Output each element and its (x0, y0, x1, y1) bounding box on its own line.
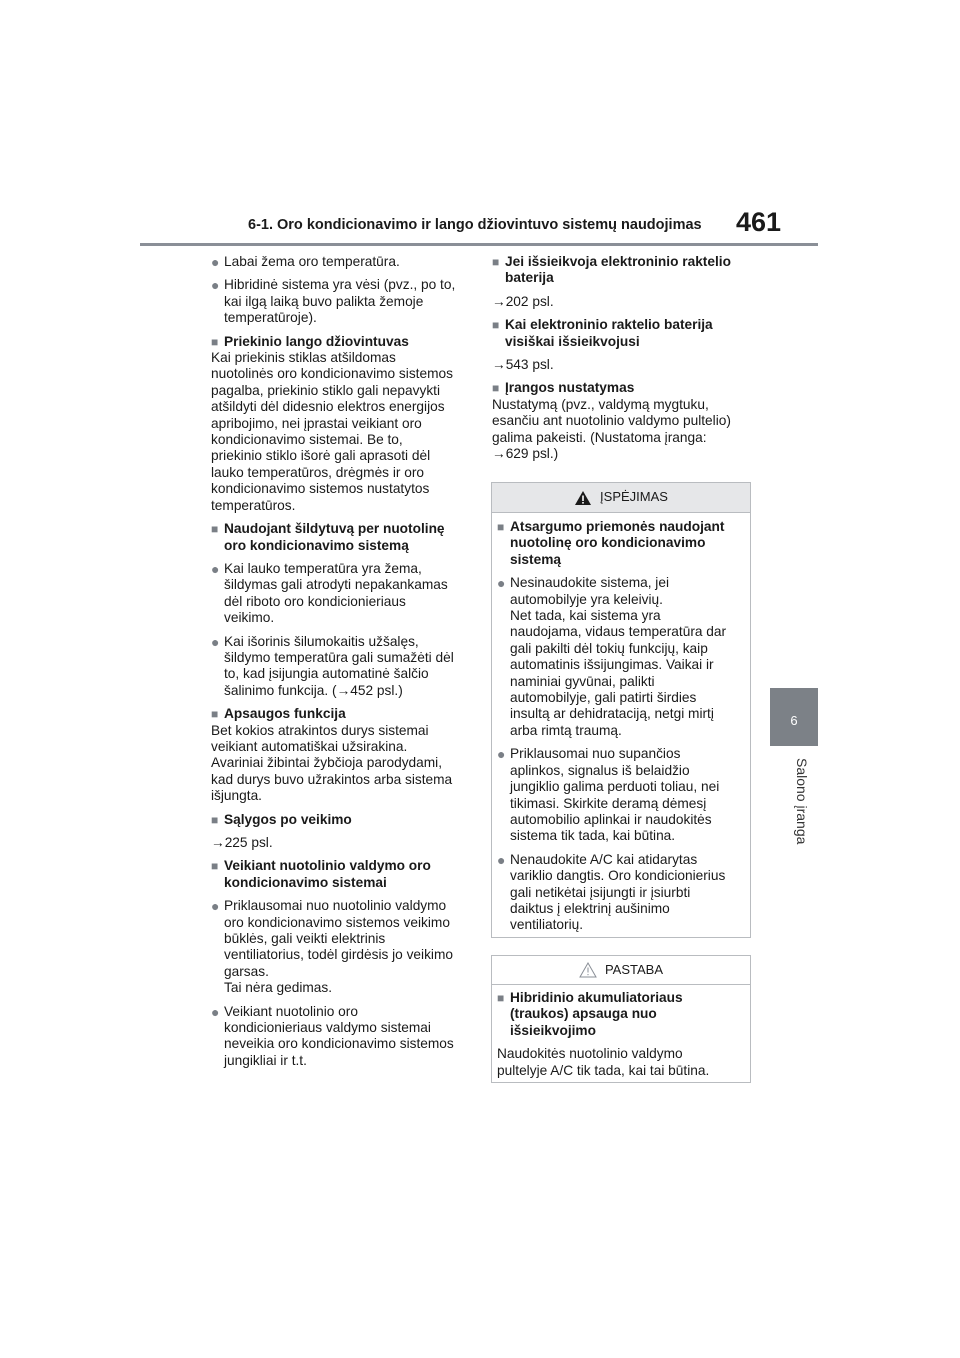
warning-title: ĮSPĖJIMAS (600, 489, 668, 505)
bullet-icon: ● (497, 851, 506, 868)
bullet-icon: ● (211, 898, 220, 915)
heading-text: Hibridinio akumuliatoriaus (traukos) apsauga nuo išsieikvojimo (510, 990, 683, 1038)
list-item (211, 561, 469, 627)
list-item (497, 746, 746, 844)
notice-triangle-icon (579, 962, 597, 978)
bullet-text: Nesinaudokite sistema, jei automobilyje yra keleivių. Net tada, kai sistema yra naudojama, vidaus temperatūra dar gali pakilti dėl tokių funkcijų, kaip automatinis išsijungimas. Vaikai ir naminiai gyvūnai, palikti automobilyje, gali patirti širdies insultą ar dehidrataciją, netgi mirtį arba rimtą traumą. (510, 575, 727, 738)
bullet-text: Priklausomai nuo supančios aplinkos, signalus iš belaidžio jungiklio galima perduoti toliau, nei tikimasi. Skirkite deramą dėmesį automobilio aplinkai ir naudokitės sistema tik tada, kai būtina. (510, 746, 720, 844)
section-heading (211, 334, 469, 350)
list-item (497, 852, 746, 934)
note-heading (497, 990, 746, 1039)
header-rule (140, 243, 818, 246)
bullet-icon: ● (211, 254, 220, 270)
square-bullet-icon: ■ (211, 707, 219, 722)
section-heading (492, 317, 750, 350)
square-bullet-icon: ■ (497, 991, 505, 1005)
paragraph: Kai priekinis stiklas atšildomas nuotolinės oro kondicionavimo sistemos pagalba, priekinio stiklo gali nepavykti atšildyti dėl didesnio elektros energijos apribojimo, nei įprastai veikiant oro kondicionavimo sistemai. Be to, priekinio stiklo išorė gali aprasoti dėl lauko temperatūros, drėgmės ir oro kondicionavimo sistemos nustatytos temperatūros. (211, 350, 453, 513)
square-bullet-icon: ■ (211, 334, 219, 349)
list-item (211, 254, 469, 270)
list-item (211, 277, 469, 326)
square-bullet-icon: ■ (211, 522, 219, 537)
warning-box (491, 482, 751, 938)
bullet-text: Hibridinė sistema yra vėsi (pvz., po to, kai ilgą laiką buvo palikta žemoje temperatūroje). (224, 277, 456, 326)
heading-text: Veikiant nuotolinio valdymo oro kondicionavimo sistemai (224, 858, 431, 890)
list-item (211, 1004, 469, 1070)
left-column (211, 254, 469, 1076)
warning-triangle-icon (574, 490, 592, 506)
section-heading (211, 858, 469, 891)
section-heading (211, 812, 469, 828)
bullet-icon: ● (211, 560, 220, 577)
square-bullet-icon: ■ (497, 520, 505, 534)
paragraph: Nustatymą (pvz., valdymą mygtuku, esančiu ant nuotolinio valdymo pultelio) galima pakeisti. (Nustatoma įranga: →629 psl.) (492, 396, 731, 462)
square-bullet-icon: ■ (492, 318, 500, 333)
heading-text: Atsargumo priemonės naudojant nuotolinę oro kondicionavimo sistemą (510, 519, 725, 567)
square-bullet-icon: ■ (211, 859, 219, 874)
bullet-icon: ● (211, 1003, 220, 1020)
bullet-text: Kai išorinis šilumokaitis užšalęs, šildymo temperatūra gali sumažėti dėl to, kad įsijungia automatinė šalčio šalinimo funkcija. (→452 psl.) (224, 633, 454, 698)
page-reference: →225 psl. (211, 835, 273, 850)
section-heading (211, 521, 469, 554)
chapter-number: 6 (790, 713, 798, 728)
heading-text: Jei išsieikvoja elektroninio raktelio baterija (505, 254, 731, 286)
warning-heading (497, 519, 746, 568)
section-heading (492, 254, 750, 287)
chapter-title: Salono įranga (794, 758, 810, 845)
heading-text: Priekinio lango džiovintuvas (224, 333, 409, 349)
heading-text: Kai elektroninio raktelio baterija visiškai išsieikvojusi (505, 317, 713, 349)
heading-text: Sąlygos po veikimo (224, 811, 352, 827)
list-item (211, 634, 469, 700)
bullet-text: Kai lauko temperatūra yra žema, šildymas gali atrodyti nepakankamas dėl riboto oro kondicionieriaus veikimo. (224, 560, 448, 626)
bullet-icon: ● (497, 746, 506, 763)
heading-text: Įrangos nustatymas (505, 380, 635, 396)
square-bullet-icon: ■ (492, 381, 500, 396)
bullet-text: Labai žema oro temperatūra. (224, 254, 400, 269)
bullet-icon: ● (497, 575, 506, 592)
bullet-text: Veikiant nuotolinio oro kondicionieriaus valdymo sistemai neveikia oro kondicionavimo sistemos jungikliai ir t.t. (224, 1003, 454, 1068)
right-column (492, 254, 750, 469)
list-item (497, 575, 746, 739)
heading-text: Apsaugos funkcija (224, 706, 346, 722)
paragraph: Naudokitės nuotolinio valdymo pultelyje A/C tik tada, kai tai būtina. (497, 1046, 710, 1078)
note-box (491, 955, 751, 1083)
bullet-icon: ● (211, 633, 220, 650)
bullet-text: Priklausomai nuo nuotolinio valdymo oro kondicionavimo sistemos veikimo būklės, gali veikti elektrinis ventiliatorius, todėl girdėsis jo veikimo garsas. Tai nėra gedimas. (224, 898, 453, 996)
section-heading (211, 706, 469, 722)
page-reference: →543 psl. (492, 357, 554, 373)
section-title: 6-1. Oro kondicionavimo ir lango džiovintuvo sistemų naudojimas (248, 217, 702, 233)
list-item (211, 898, 469, 996)
note-header (492, 956, 750, 985)
bullet-text: Nenaudokite A/C kai atidarytas variklio dangtis. Oro kondicionierius gali netikėtai įsijungti ir įsiurbti daiktus į elektrinį aušinimo ventiliatorių. (510, 851, 726, 933)
note-title: PASTABA (604, 961, 664, 977)
square-bullet-icon: ■ (492, 255, 500, 269)
page-number: 461 (736, 207, 782, 237)
warning-header (492, 483, 750, 513)
bullet-icon: ● (211, 277, 220, 294)
heading-text: Naudojant šildytuvą per nuotolinę oro kondicionavimo sistemą (224, 521, 445, 553)
section-heading (492, 380, 750, 396)
paragraph: Bet kokios atrakintos durys sistemai veikiant automatiškai užsirakina. Avariniai žibintai žybčioja parodydami, kad durys buvo užrakintos arba sistema išjungta. (211, 722, 453, 804)
page-reference: →202 psl. (492, 293, 554, 309)
square-bullet-icon: ■ (211, 812, 219, 827)
